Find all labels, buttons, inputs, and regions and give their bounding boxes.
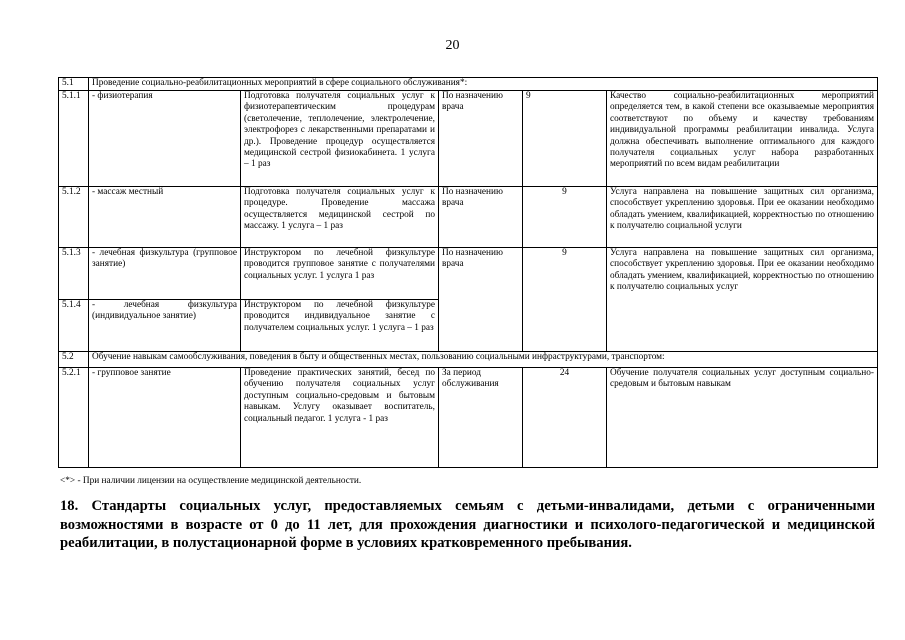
service-content: Подготовка получателя социальных услуг к физиотерапевтическим процедурам (светолечение, теплолечение, электролечение, электрофорез с лекарственными препаратами и др.). Проведение процедур осуществляется медицинской сестрой физиокабинета. 1 услуга – 1 раз — [241, 91, 439, 187]
service-quality: Услуга направлена на повышение защитных сил организма, способствует укреплению здоровья. При ее оказании необходимо обладать умением, квалификацией, корректностью по отношению к получателю социальных услуг — [607, 248, 878, 352]
table-row-5-1-3 — [59, 248, 878, 300]
service-content: Инструктором по лечебной физкультуре проводится индивидуальное занятие с получателем социальных услуг. 1 услуга – 1 раз — [241, 300, 439, 352]
table-row-5-1 — [59, 78, 878, 91]
service-period: По назначению врача — [439, 248, 523, 352]
service-name: - групповое занятие — [89, 368, 241, 468]
service-content: Инструктором по лечебной физкультуре проводится групповое занятие с получателями социальных услуг. 1 услуга 1 раз — [241, 248, 439, 300]
service-period: По назначению врача — [439, 91, 523, 187]
service-quality: Качество социально-реабилитационных мероприятий определяется тем, в какой степени все оказываемые мероприятия соответствуют по объему и качеству требованиям индивидуальной программы реабилитации инвалида. Услуга должна обеспечивать выполнение оптимального для каждого получателя социальных услуг набора разработанных мероприятий по всем видам реабилитации — [607, 91, 878, 187]
table-row-5-1-1 — [59, 91, 878, 187]
row-code: 5.1 — [59, 78, 89, 91]
row-code: 5.1.3 — [59, 248, 89, 300]
service-count: 9 — [523, 248, 607, 352]
service-content: Подготовка получателя социальных услуг к процедуре. Проведение массажа осуществляется медицинской сестрой по массажу. 1 услуга – 1 раз — [241, 187, 439, 248]
service-count: 9 — [523, 187, 607, 248]
table-row-5-1-2 — [59, 187, 878, 248]
table-row-5-2 — [59, 352, 878, 368]
service-count: 9 — [523, 91, 607, 187]
footnote: <*> - При наличии лицензии на осуществление медицинской деятельности. — [60, 476, 362, 486]
row-code: 5.2.1 — [59, 368, 89, 468]
row-code: 5.1.2 — [59, 187, 89, 248]
service-period: По назначению врача — [439, 187, 523, 248]
section-heading: 18. Стандарты социальных услуг, предоставляемых семьям с детьми-инвалидами, детьми с ограниченными возможностями в возрасте от 0 до 11 лет, для прохождения диагностики и психолого-педагогической и медицинской реабилитации, в полустационарной форме в условиях кратковременного пребывания. — [60, 498, 875, 552]
service-quality: Обучение получателя социальных услуг доступным социально-средовым и бытовым навыкам — [607, 368, 878, 468]
section-title: Обучение навыкам самообслуживания, поведения в быту и общественных местах, пользованию социальными инфраструктурами, транспортом: — [89, 352, 878, 368]
row-code: 5.1.1 — [59, 91, 89, 187]
service-count: 24 — [523, 368, 607, 468]
service-period: За период обслуживания — [439, 368, 523, 468]
row-code: 5.1.4 — [59, 300, 89, 352]
service-quality: Услуга направлена на повышение защитных сил организма, способствует укреплению здоровья. При ее оказании необходимо обладать умением, квалификацией, корректностью по отношению к получателю социальной услуги — [607, 187, 878, 248]
service-name: - массаж местный — [89, 187, 241, 248]
service-name: - физиотерапия — [89, 91, 241, 187]
table-row-5-2-1 — [59, 368, 878, 468]
service-name: - лечебная физкультура (групповое занятие) — [89, 248, 241, 300]
standards-table — [58, 77, 878, 468]
service-name: - лечебная физкультура (индивидуальное занятие) — [89, 300, 241, 352]
page-number: 20 — [445, 38, 460, 53]
row-code: 5.2 — [59, 352, 89, 368]
section-title: Проведение социально-реабилитационных мероприятий в сфере социального обслуживания*: — [89, 78, 878, 91]
service-content: Проведение практических занятий, бесед по обучению получателя социальных услуг доступным социально-средовым и бытовым навыкам. Услугу оказывает воспитатель, социальный педагог. 1 услуга - 1 раз — [241, 368, 439, 468]
